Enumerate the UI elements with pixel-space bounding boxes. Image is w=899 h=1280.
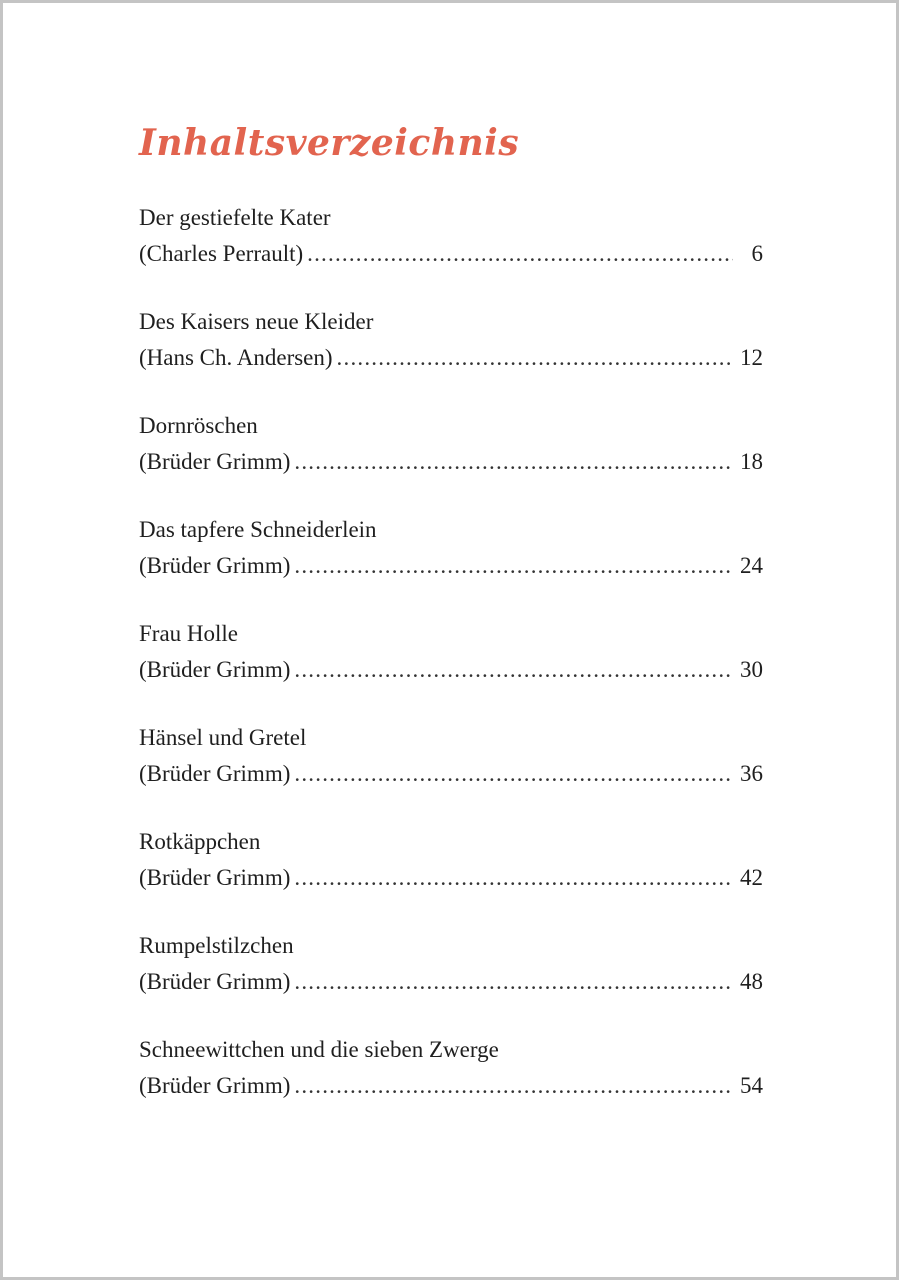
dot-leader bbox=[337, 341, 733, 375]
entry-title: Frau Holle bbox=[139, 621, 239, 646]
entry-line bbox=[139, 445, 763, 479]
entry-page-number: 36 bbox=[740, 761, 763, 786]
entry-author: (Brüder Grimm) bbox=[139, 657, 291, 682]
toc-heading: Inhaltsverzeichnis bbox=[139, 122, 520, 164]
entry-author: (Brüder Grimm) bbox=[139, 1073, 291, 1098]
dot-leader bbox=[294, 965, 733, 999]
dot-leader bbox=[294, 549, 733, 583]
entry-author: (Brüder Grimm) bbox=[139, 449, 291, 474]
entry-line bbox=[139, 757, 763, 791]
toc-entry[interactable] bbox=[139, 199, 763, 303]
entry-line bbox=[139, 861, 763, 895]
entry-title: Rumpelstilzchen bbox=[139, 933, 294, 958]
entry-line bbox=[139, 549, 763, 583]
entry-title: Schneewittchen und die sieben Zwerge bbox=[139, 1037, 499, 1062]
entry-line bbox=[139, 1069, 763, 1103]
entry-page-number: 30 bbox=[740, 657, 763, 682]
entry-author: (Charles Perrault) bbox=[139, 241, 304, 266]
dot-leader bbox=[294, 757, 733, 791]
entry-page-number: 18 bbox=[740, 449, 763, 474]
dot-leader bbox=[294, 445, 733, 479]
toc-entry[interactable] bbox=[139, 615, 763, 719]
entry-page-number: 54 bbox=[740, 1073, 763, 1098]
dot-leader bbox=[294, 1069, 733, 1103]
toc-entry[interactable] bbox=[139, 511, 763, 615]
entry-author: (Brüder Grimm) bbox=[139, 969, 291, 994]
entry-author: (Hans Ch. Andersen) bbox=[139, 345, 333, 370]
entry-page-number: 12 bbox=[740, 345, 763, 370]
dot-leader bbox=[294, 653, 733, 687]
entry-page-number: 24 bbox=[740, 553, 763, 578]
entry-title: Hänsel und Gretel bbox=[139, 725, 307, 750]
dot-leader bbox=[307, 237, 733, 271]
toc-entry[interactable] bbox=[139, 1031, 763, 1135]
entry-page-number: 48 bbox=[740, 969, 763, 994]
entry-author: (Brüder Grimm) bbox=[139, 553, 291, 578]
toc-entry[interactable] bbox=[139, 927, 763, 1031]
entry-line bbox=[139, 237, 763, 271]
toc-entry[interactable] bbox=[139, 407, 763, 511]
entry-title: Dornröschen bbox=[139, 413, 258, 438]
entry-line bbox=[139, 341, 763, 375]
entry-line bbox=[139, 653, 763, 687]
entry-author: (Brüder Grimm) bbox=[139, 865, 291, 890]
entry-title: Der gestiefelte Kater bbox=[139, 205, 331, 230]
toc-entry[interactable] bbox=[139, 823, 763, 927]
entry-line bbox=[139, 965, 763, 999]
entry-author: (Brüder Grimm) bbox=[139, 761, 291, 786]
dot-leader bbox=[294, 861, 733, 895]
toc-entry[interactable] bbox=[139, 719, 763, 823]
toc-list bbox=[139, 199, 763, 1135]
entry-page-number: 42 bbox=[740, 865, 763, 890]
entry-title: Des Kaisers neue Kleider bbox=[139, 309, 374, 334]
entry-title: Rotkäppchen bbox=[139, 829, 261, 854]
entry-title: Das tapfere Schneiderlein bbox=[139, 517, 377, 542]
entry-page-number: 6 bbox=[751, 241, 763, 266]
toc-entry[interactable] bbox=[139, 303, 763, 407]
